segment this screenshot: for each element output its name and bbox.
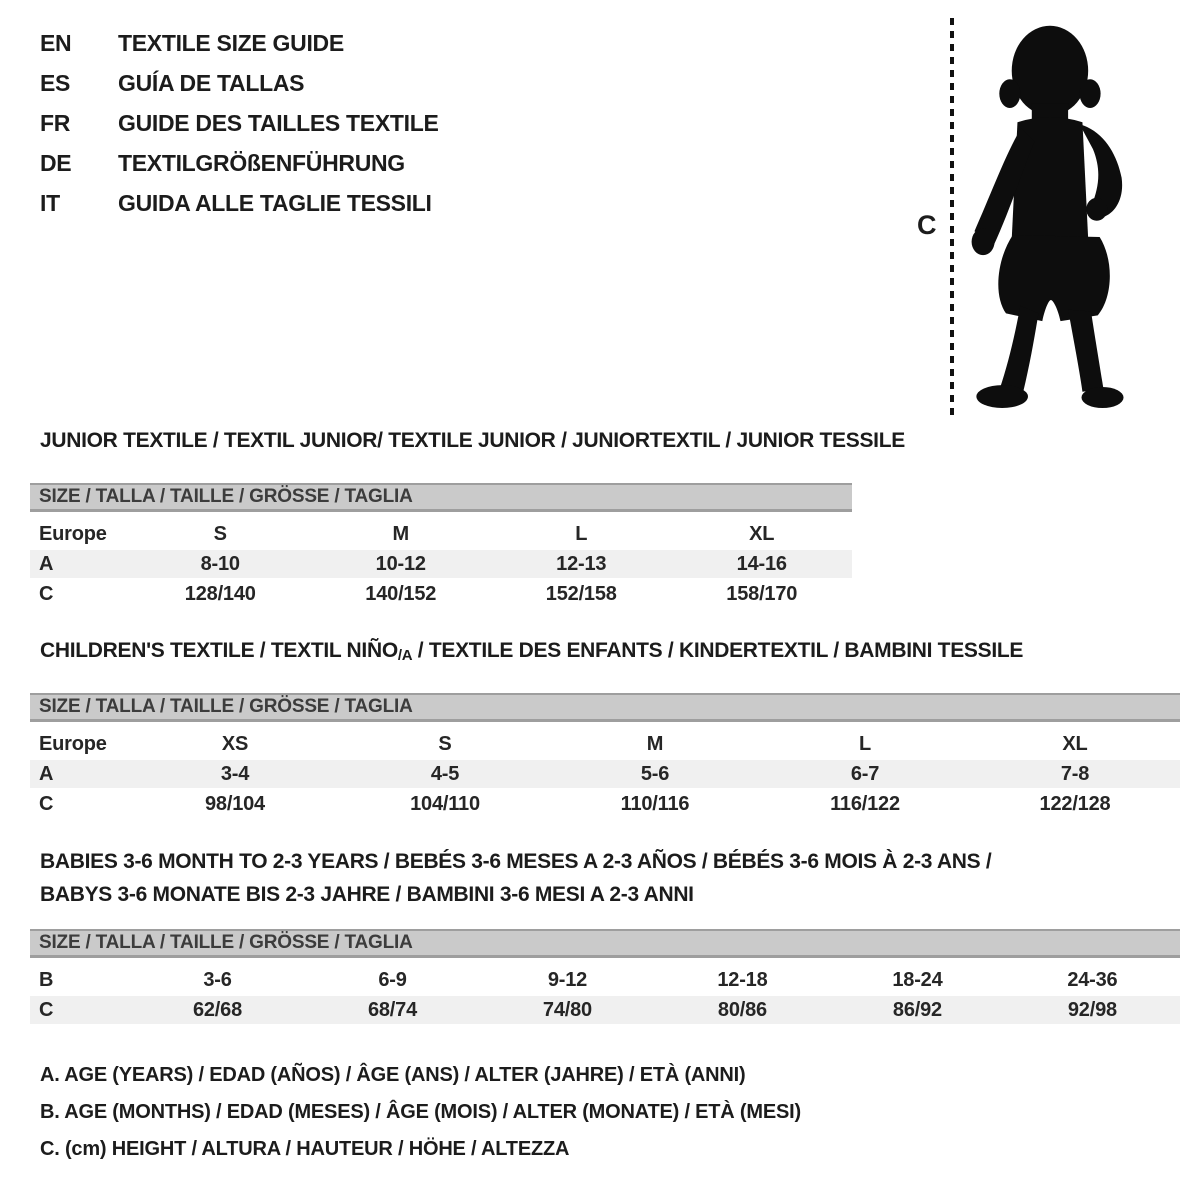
table-cell: L [858, 732, 872, 755]
children-title-suffix: / TEXTILE DES ENFANTS / KINDERTEXTIL / BAMBINI TESSILE [412, 639, 1024, 662]
size-table-header: SIZE / TALLA / TAILLE / GRÖSSE / TAGLIA [30, 929, 1180, 958]
table-cell: M [392, 522, 409, 545]
table-cell: 98/104 [205, 792, 265, 815]
children-textile-section [30, 640, 1180, 818]
table-cell: XL [749, 522, 775, 545]
table-cell: 12-13 [556, 552, 607, 575]
guide-title: TEXTILE SIZE GUIDE [118, 30, 344, 56]
legend-line-a: A. AGE (YEARS) / EDAD (AÑOS) / ÂGE (ANS) / ALTER (JAHRE) / ETÀ (ANNI) [40, 1064, 746, 1086]
table-cell: 68/74 [367, 998, 417, 1021]
guide-title: TEXTILGRÖßENFÜHRUNG [118, 150, 405, 176]
table-cell: XL [1062, 732, 1088, 755]
table-cell: M [646, 732, 664, 755]
figure-block [905, 10, 1200, 435]
table-row [30, 550, 852, 578]
table-cell: 8-10 [200, 552, 240, 575]
row-label: B [39, 968, 54, 991]
table-cell: 3-6 [203, 968, 232, 991]
height-dashed-line [950, 18, 954, 418]
row-label: A [39, 552, 54, 575]
table-cell: 74/80 [542, 998, 592, 1021]
table-cell: S [438, 732, 452, 755]
table-cell: 6-9 [378, 968, 407, 991]
table-cell: 14-16 [736, 552, 787, 575]
babies-size-table [30, 929, 1180, 1024]
row-label: Europe [39, 732, 107, 755]
children-section-title [40, 640, 1180, 664]
table-cell: 80/86 [717, 998, 767, 1021]
table-cell: 6-7 [850, 762, 880, 785]
table-cell: L [575, 522, 588, 545]
table-row [30, 520, 852, 548]
table-row [30, 996, 1180, 1024]
table-cell: 122/128 [1039, 792, 1111, 815]
table-cell: 92/98 [1067, 998, 1117, 1021]
table-cell: 158/170 [726, 582, 798, 605]
language-code: DE [40, 150, 72, 176]
measure-legend [40, 1064, 801, 1175]
legend-line-c: C. (cm) HEIGHT / ALTURA / HAUTEUR / HÖHE / ALTEZZA [40, 1138, 570, 1160]
table-cell: 104/110 [410, 792, 480, 815]
babies-title-line2: BABYS 3-6 MONATE BIS 2-3 JAHRE / BAMBINI 3-6 MESI A 2-3 ANNI [40, 883, 694, 906]
language-row [40, 110, 439, 137]
table-cell: 152/158 [545, 582, 617, 605]
babies-textile-section [30, 845, 1180, 1024]
table-cell: XS [221, 732, 249, 755]
table-cell: 9-12 [547, 968, 588, 991]
language-title-block [40, 30, 439, 230]
babies-section-title [40, 845, 1180, 911]
table-row [30, 580, 852, 608]
language-code: IT [40, 190, 60, 216]
language-row [40, 150, 439, 177]
table-row [30, 730, 1180, 758]
table-cell: 140/152 [365, 582, 437, 605]
table-cell: 18-24 [892, 968, 943, 991]
table-cell: 128/140 [184, 582, 256, 605]
row-label: Europe [39, 522, 107, 545]
children-title-sub: /A [397, 647, 413, 664]
table-cell: 3-4 [220, 762, 250, 785]
legend-line-b: B. AGE (MONTHS) / EDAD (MESES) / ÂGE (MOIS) / ALTER (MONATE) / ETÀ (MESI) [40, 1101, 801, 1123]
table-cell: 110/116 [620, 792, 690, 815]
babies-title-line1: BABIES 3-6 MONTH TO 2-3 YEARS / BEBÉS 3-6 MESES A 2-3 AÑOS / BÉBÉS 3-6 MOIS À 2-3 ANS / [40, 850, 992, 873]
table-cell: S [213, 522, 227, 545]
guide-title: GUIDE DES TAILLES TEXTILE [118, 110, 439, 136]
table-row [30, 966, 1180, 994]
toddler-silhouette-icon [963, 14, 1135, 416]
row-label: C [39, 792, 54, 815]
language-row [40, 190, 439, 217]
table-cell: 86/92 [892, 998, 942, 1021]
children-title-prefix: CHILDREN'S TEXTILE / TEXTIL NIÑO [40, 639, 398, 662]
language-code: EN [40, 30, 72, 56]
table-cell: 4-5 [430, 762, 460, 785]
size-table-header: SIZE / TALLA / TAILLE / GRÖSSE / TAGLIA [30, 693, 1180, 722]
table-cell: 7-8 [1060, 762, 1090, 785]
guide-title: GUÍA DE TALLAS [118, 70, 305, 96]
language-code: ES [40, 70, 71, 96]
height-measure-label: C [917, 210, 937, 240]
size-table-header: SIZE / TALLA / TAILLE / GRÖSSE / TAGLIA [30, 483, 852, 512]
table-row [30, 760, 1180, 788]
table-row [30, 790, 1180, 818]
table-cell: 12-18 [717, 968, 768, 991]
row-label: A [39, 762, 54, 785]
language-code: FR [40, 110, 71, 136]
row-label: C [39, 998, 54, 1021]
table-cell: 62/68 [192, 998, 243, 1021]
table-cell: 116/122 [830, 792, 900, 815]
guide-title: GUIDA ALLE TAGLIE TESSILI [118, 190, 432, 216]
junior-size-table [30, 483, 852, 608]
table-cell: 24-36 [1067, 968, 1118, 991]
junior-textile-section [30, 429, 905, 608]
language-row [40, 70, 439, 97]
table-cell: 10-12 [375, 552, 426, 575]
table-cell: 5-6 [640, 762, 670, 785]
children-size-table [30, 693, 1180, 818]
language-row [40, 30, 439, 57]
junior-section-title: JUNIOR TEXTILE / TEXTIL JUNIOR/ TEXTILE JUNIOR / JUNIORTEXTIL / JUNIOR TESSILE [40, 429, 905, 452]
row-label: C [39, 582, 54, 605]
